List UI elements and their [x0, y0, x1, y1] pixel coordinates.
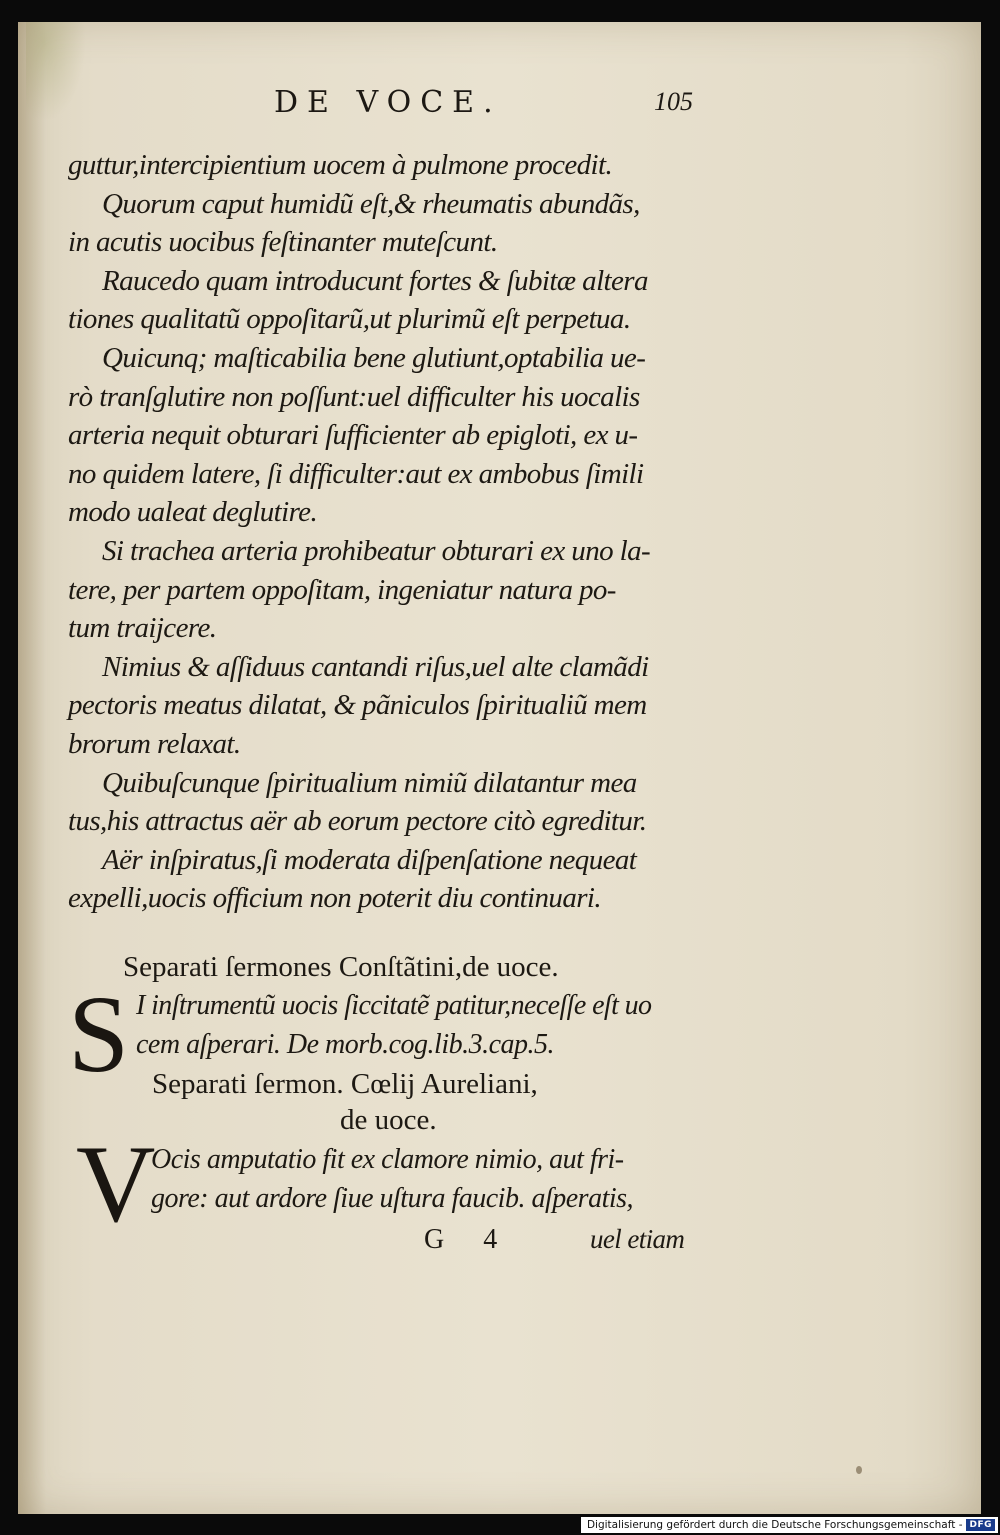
body-text: [68, 146, 718, 918]
text-line: Quicunq; maſticabilia bene glutiunt,optabilia ue-: [102, 341, 646, 374]
catchword: uel etiam: [590, 1224, 685, 1254]
section-heading-aureliani-cont: de uoce.: [340, 1104, 437, 1136]
text-line: in acutis uocibus feſtinanter muteſcunt.: [68, 226, 498, 259]
text-line: pectoris meatus dilatat, & pãniculos ſpiritualiũ mem: [68, 689, 647, 722]
text-line: gore: aut ardore ſiue uſtura faucib. aſperatis,: [151, 1183, 634, 1214]
text-line: Nimius & aſſiduus cantandi riſus,uel alte clamãdi: [102, 650, 649, 683]
text-line: no quidem latere, ſi difficulter:aut ex ambobus ſimili: [68, 457, 644, 490]
text-line: Quorum caput humidũ eſt,& rheumatis abundãs,: [102, 187, 640, 220]
page-speck: [856, 1466, 862, 1474]
text-line: tum traijcere.: [68, 612, 217, 645]
text-line: tere, per partem oppoſitam, ingeniatur natura po-: [68, 573, 616, 606]
text-line: expelli,uocis officium non poterit diu continuari.: [68, 882, 602, 915]
text-line: Si trachea arteria prohibeatur obturari ex uno la-: [102, 534, 651, 567]
text-line: modo ualeat deglutire.: [68, 496, 318, 529]
page-number: 105: [654, 87, 693, 116]
text-line: Quibuſcunque ſpiritualium nimiũ dilatantur mea: [102, 766, 637, 799]
text-line: tus,his attractus aër ab eorum pectore citò egreditur.: [68, 805, 647, 838]
text-line: Raucedo quam introducunt fortes & ſubitæ altera: [102, 264, 648, 297]
text-line: Ocis amputatio fit ex clamore nimio, aut fri-: [151, 1144, 624, 1175]
footer-credit: [581, 1517, 998, 1533]
book-page: [18, 22, 981, 1514]
page-header: [18, 85, 981, 125]
dfg-logo: DFG: [966, 1519, 995, 1531]
page-gutter-shadow: [18, 22, 46, 1514]
text-line: guttur,intercipientium uocem à pulmone procedit.: [68, 149, 613, 181]
text-line: I inſtrumentũ uocis ſiccitatẽ patitur,neceſſe eſt uo: [136, 990, 652, 1021]
text-line: cem aſperari. De morb.cog.lib.3.cap.5.: [136, 1029, 555, 1060]
running-head: DE VOCE.: [274, 85, 502, 120]
text-line: rò tranſglutire non poſſunt:uel difficulter his uocalis: [68, 380, 640, 413]
section-heading-aureliani: Separati ſermon. Cœlij Aureliani,: [152, 1068, 538, 1100]
text-line: brorum relaxat.: [68, 727, 241, 760]
text-line: Aër inſpiratus,ſi moderata diſpenſatione nequeat: [102, 843, 637, 876]
funding-credit: Digitalisierung gefördert durch die Deutsche Forschungsgemeinschaft -: [586, 1519, 963, 1531]
drop-cap-s: S: [68, 973, 130, 1095]
text-line: tiones qualitatũ oppoſitarũ,ut plurimũ eſt perpetua.: [68, 303, 631, 336]
text-line: arteria nequit obturari ſufficienter ab epigloti, ex u-: [68, 419, 638, 452]
section-heading-constantini: Separati ſermones Conſtãtini,de uoce.: [123, 951, 559, 983]
signature-mark: G 4: [424, 1224, 514, 1255]
drop-cap-v: V: [76, 1123, 156, 1245]
